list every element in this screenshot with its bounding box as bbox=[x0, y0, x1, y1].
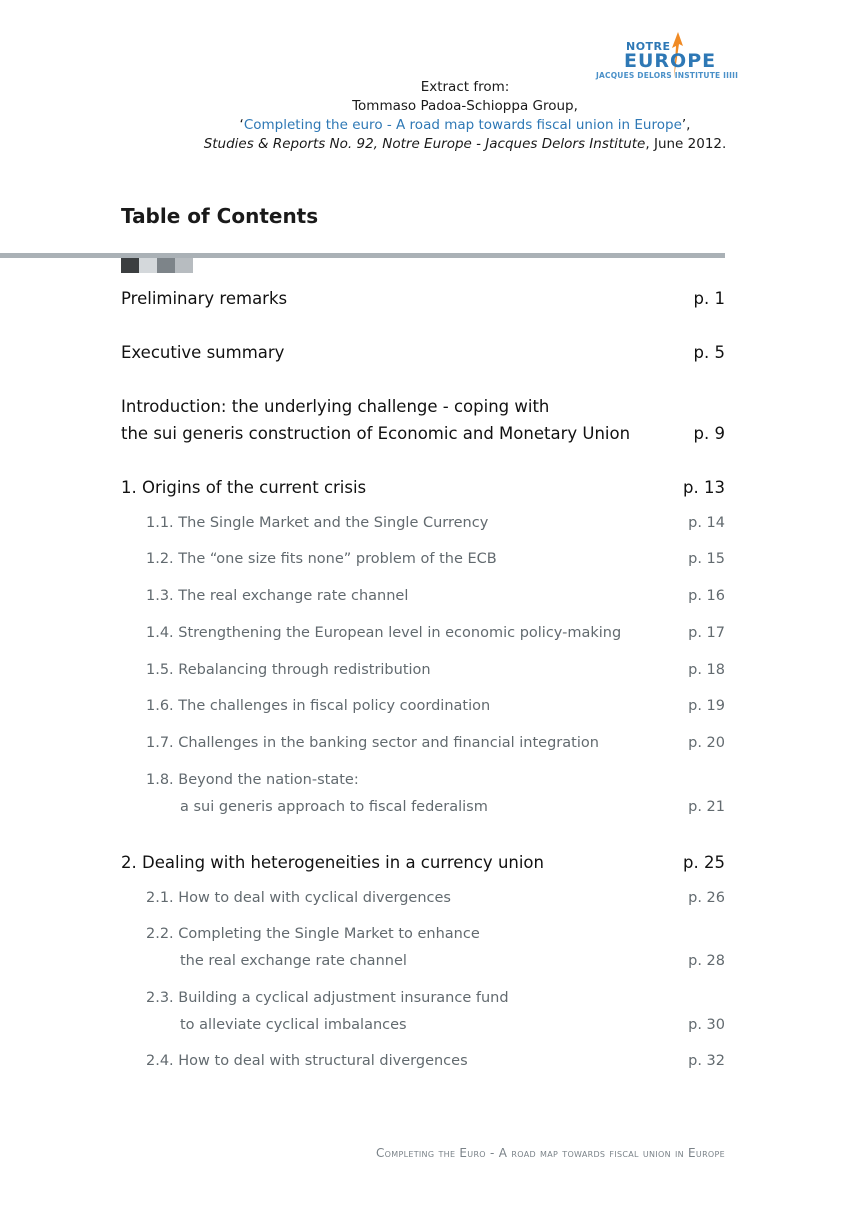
report-title-link[interactable]: Completing the euro - A road map towards fiscal union in Europe bbox=[243, 117, 682, 133]
toc-page-number: p. 5 bbox=[693, 343, 725, 362]
toc-entry-text: 1.3. The real exchange rate channel bbox=[146, 588, 409, 604]
series-date: , June 2012. bbox=[645, 136, 727, 152]
extract-label: Extract from: bbox=[420, 79, 510, 95]
toc-page-number: p. 18 bbox=[688, 662, 725, 678]
toc-entry-text: 2.1. How to deal with cyclical divergences bbox=[146, 890, 451, 906]
toc-page-number: p. 30 bbox=[688, 1017, 725, 1033]
toc-page-number: p. 28 bbox=[688, 953, 725, 969]
quote-close: ’, bbox=[681, 117, 691, 133]
extract-header bbox=[130, 78, 800, 154]
toc-page-number: p. 15 bbox=[688, 551, 725, 567]
toc-page-number: p. 14 bbox=[688, 515, 725, 531]
logo-notre: NOTRE bbox=[626, 40, 671, 53]
toc-page-number: p. 21 bbox=[688, 799, 725, 815]
logo-subtitle: JACQUES DELORS INSTITUTE IIIII bbox=[596, 71, 739, 80]
toc-entry-text: 1.7. Challenges in the banking sector and financial integration bbox=[146, 735, 599, 751]
toc-page-number: p. 1 bbox=[693, 289, 725, 308]
toc-page-number: p. 13 bbox=[683, 478, 725, 497]
toc-entry-text: 2.3. Building a cyclical adjustment insurance fund bbox=[146, 990, 509, 1006]
series-line bbox=[130, 135, 800, 154]
square-light bbox=[139, 258, 157, 273]
notre-europe-logo bbox=[596, 30, 739, 82]
toc-entry-text: 1.4. Strengthening the European level in economic policy-making bbox=[146, 625, 622, 641]
toc-entry-text: 1.5. Rebalancing through redistribution bbox=[146, 662, 431, 678]
toc-entry-text: the sui generis construction of Economic and Monetary Union bbox=[121, 424, 631, 443]
toc-entry-text: 1.1. The Single Market and the Single Currency bbox=[146, 515, 489, 531]
series-name: Studies & Reports No. 92, Notre Europe - Jacques Delors Institute bbox=[203, 136, 646, 152]
toc-page-number: p. 9 bbox=[693, 424, 725, 443]
toc-entry-text: 2.4. How to deal with structural divergences bbox=[146, 1053, 468, 1069]
toc-entry-text: 1.6. The challenges in fiscal policy coordination bbox=[146, 698, 491, 714]
toc-entry-text: a sui generis approach to fiscal federalism bbox=[180, 799, 488, 815]
toc-entry-text: 2.2. Completing the Single Market to enhance bbox=[146, 926, 480, 942]
decorative-squares bbox=[121, 258, 193, 273]
logo-europe: EUROPE bbox=[624, 50, 717, 72]
report-title-line bbox=[130, 116, 800, 135]
square-mid bbox=[157, 258, 175, 273]
toc-entry-text: to alleviate cyclical imbalances bbox=[180, 1017, 407, 1033]
toc-page-number: p. 25 bbox=[683, 853, 725, 872]
running-footer: Completing the Euro - A road map towards fiscal union in Europe bbox=[375, 1146, 725, 1160]
toc-entry-text: Introduction: the underlying challenge - coping with bbox=[121, 397, 550, 416]
toc-page-number: p. 32 bbox=[688, 1053, 725, 1069]
toc-page-number: p. 26 bbox=[688, 890, 725, 906]
toc-entry-text: 2. Dealing with heterogeneities in a currency union bbox=[121, 853, 544, 872]
toc-entry-text: Preliminary remarks bbox=[121, 289, 288, 308]
square-dark bbox=[121, 258, 139, 273]
title-rule bbox=[0, 253, 725, 258]
toc-page-number: p. 19 bbox=[688, 698, 725, 714]
toc-page-number: p. 20 bbox=[688, 735, 725, 751]
toc-entry-text: 1.8. Beyond the nation-state: bbox=[146, 772, 359, 788]
toc-page-number: p. 16 bbox=[688, 588, 725, 604]
square-pale bbox=[175, 258, 193, 273]
toc-entry-text: 1. Origins of the current crisis bbox=[121, 478, 367, 497]
quote-open: ‘ bbox=[239, 117, 244, 133]
toc-page-number: p. 17 bbox=[688, 625, 725, 641]
toc-title: Table of Contents bbox=[121, 204, 319, 228]
author-group: Tommaso Padoa-Schioppa Group, bbox=[352, 98, 578, 114]
toc-entry-text: 1.2. The “one size fits none” problem of the ECB bbox=[146, 551, 497, 567]
toc-entry-text: Executive summary bbox=[121, 343, 285, 362]
toc-entry-text: the real exchange rate channel bbox=[180, 953, 407, 969]
